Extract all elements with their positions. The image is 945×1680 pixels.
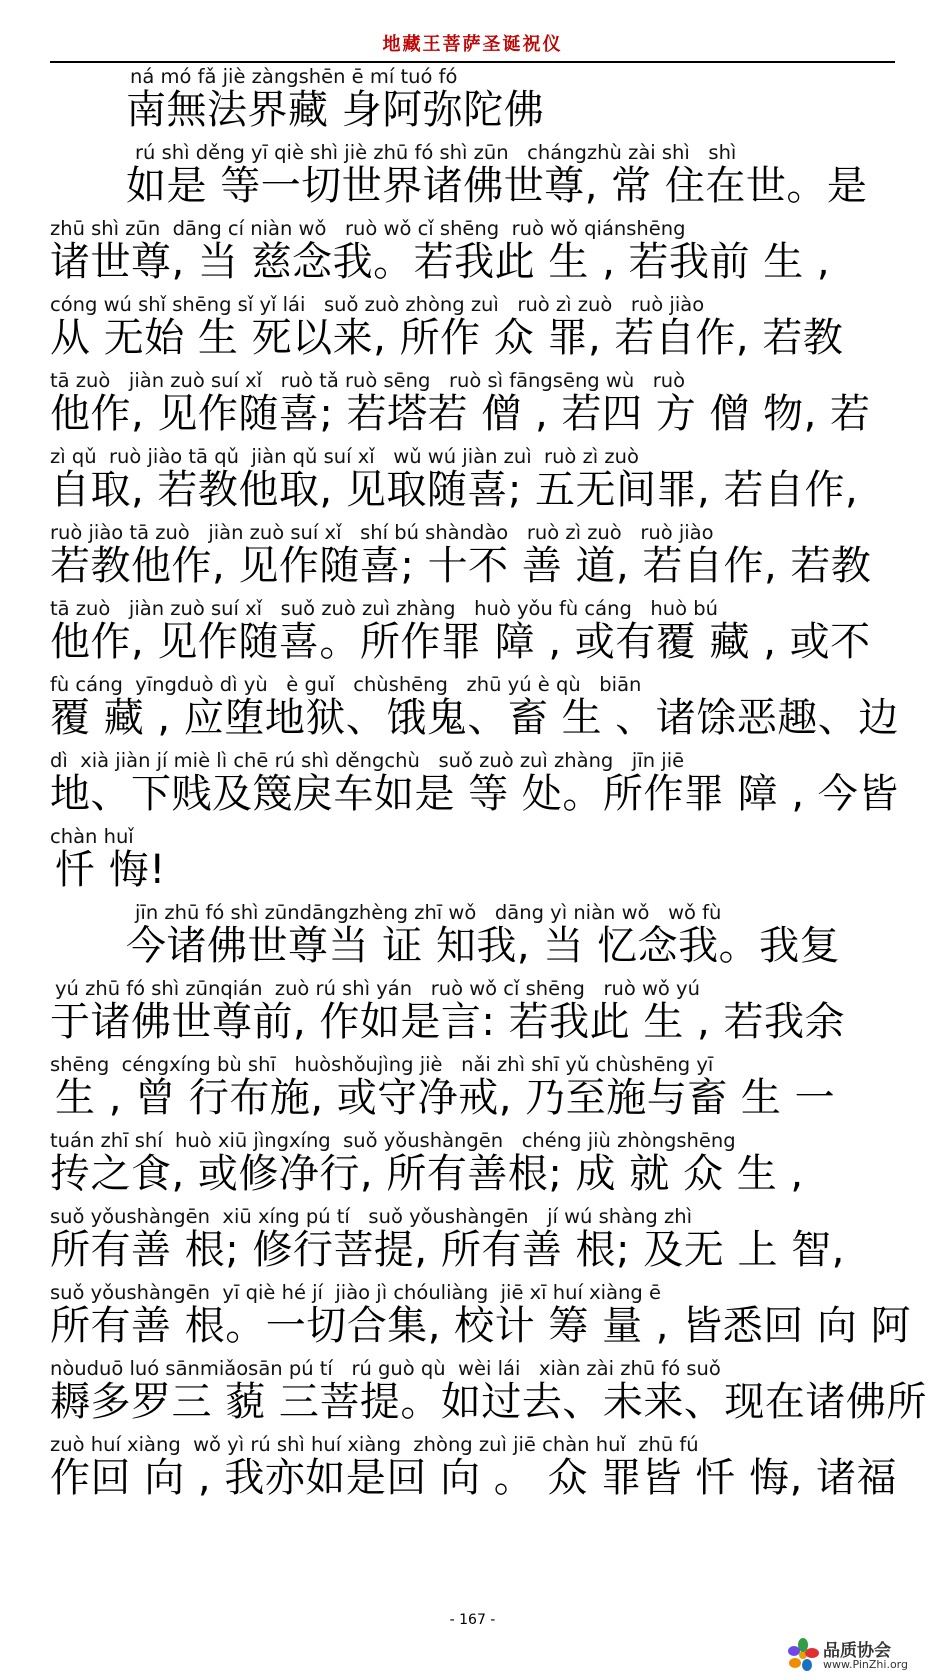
- hanzi-line: 从 无始 生 死以来, 所作 众 罪, 若自作, 若教: [50, 315, 844, 361]
- hanzi-line: 他作, 见作随喜。所作罪 障 , 或有覆 藏 , 或不: [50, 619, 871, 665]
- pinyin-line: suǒ yǒushàngēn yī qiè hé jí jiào jì chóuliàng jiē xī huí xiàng ē: [50, 1281, 661, 1304]
- hanzi-line: 地、下贱及篾戾车如是 等 处。所作罪 障 , 今皆: [50, 771, 899, 817]
- site-logo: [785, 1636, 935, 1674]
- pinyin-line: shēng céngxíng bù shī huòshǒujìng jiè nǎi zhì shī yǔ chùshēng yī: [50, 1053, 714, 1076]
- pinyin-line: nòuduō luó sānmiǎosān pú tí rú guò qù wèi lái xiàn zài zhū fó suǒ: [50, 1357, 721, 1380]
- hanzi-line: 所有善 根。一切合集, 校计 筹 量 , 皆悉回 向 阿: [50, 1303, 912, 1349]
- pinyin-line: zì qǔ ruò jiào tā qǔ jiàn qǔ suí xǐ wǔ wú jiàn zuì ruò zì zuò: [50, 445, 639, 468]
- pinyin-line: tā zuò jiàn zuò suí xǐ suǒ zuò zuì zhàng huò yǒu fù cáng huò bú: [50, 597, 719, 620]
- pinyin-line: zuò huí xiàng wǒ yì rú shì huí xiàng zhòng zuì jiē chàn huǐ zhū fú: [50, 1433, 699, 1456]
- hanzi-line: 他作, 见作随喜; 若塔若 僧 , 若四 方 僧 物, 若: [50, 391, 871, 437]
- pinyin-line: suǒ yǒushàngēn xiū xíng pú tí suǒ yǒushàngēn jí wú shàng zhì: [50, 1205, 693, 1228]
- header-title: 地藏王菩萨圣诞祝仪: [382, 34, 563, 55]
- pinyin-line: tuán zhī shí huò xiū jìngxíng suǒ yǒushàngēn chéng jiù zhòngshēng: [50, 1129, 736, 1152]
- hanzi-line: 今诸佛世尊当 证 知我, 当 忆念我。我复: [126, 923, 841, 969]
- hanzi-line: 抟之食, 或修净行, 所有善根; 成 就 众 生 ,: [50, 1151, 804, 1197]
- pinyin-line: dì xià jiàn jí miè lì chē rú shì děngchù suǒ zuò zuì zhàng jīn jiē: [50, 749, 685, 772]
- hanzi-line: 忏 悔!: [55, 847, 166, 893]
- pinyin-line: zhū shì zūn dāng cí niàn wǒ ruò wǒ cǐ shēng ruò wǒ qiánshēng: [50, 217, 686, 240]
- pinyin-line: yú zhū fó shì zūnqián zuò rú shì yán ruò wǒ cǐ shēng ruò wǒ yú: [55, 977, 700, 1000]
- pinyin-line: cóng wú shǐ shēng sǐ yǐ lái suǒ zuò zhòng zuì ruò zì zuò ruò jiào: [50, 293, 705, 316]
- pinyin-line: rú shì děng yī qiè shì jiè zhū fó shì zūn chángzhù zài shì shì: [135, 141, 737, 164]
- logo-title: 品质协会: [823, 1641, 891, 1661]
- page-number: - 167 -: [449, 1612, 496, 1628]
- hanzi-line: 如是 等一切世界诸佛世尊, 常 住在世。是: [126, 163, 868, 209]
- pinyin-line: ruò jiào tā zuò jiàn zuò suí xǐ shí bú shàndào ruò zì zuò ruò jiào: [50, 521, 714, 544]
- pinyin-line: ná mó fǎ jiè zàngshēn ē mí tuó fó: [130, 65, 458, 88]
- hanzi-line: 作回 向 , 我亦如是回 向 。 众 罪皆 忏 悔, 诸福: [50, 1455, 898, 1501]
- hanzi-line: 若教他作, 见作随喜; 十不 善 道, 若自作, 若教: [50, 543, 872, 589]
- hanzi-line: 南無法界藏 身阿弥陀佛: [126, 87, 545, 133]
- hanzi-line: 诸世尊, 当 慈念我。若我此 生 , 若我前 生 ,: [50, 239, 831, 285]
- logo-url: www.PinZhi.org: [823, 1658, 908, 1671]
- hanzi-line: 所有善 根; 修行菩提, 所有善 根; 及无 上 智,: [50, 1227, 845, 1273]
- pinyin-line: tā zuò jiàn zuò suí xǐ ruò tǎ ruò sēng ruò sì fāngsēng wù ruò: [50, 369, 686, 392]
- hanzi-line: 于诸佛世尊前, 作如是言: 若我此 生 , 若我余: [50, 999, 845, 1045]
- flower-logo-icon: [785, 1638, 821, 1672]
- hanzi-line: 生 , 曾 行布施, 或守净戒, 乃至施与畜 生 一: [55, 1075, 836, 1121]
- pinyin-line: jīn zhū fó shì zūndāngzhèng zhī wǒ dāng yì niàn wǒ wǒ fù: [135, 901, 722, 924]
- pinyin-line: fù cáng yīngduò dì yù è guǐ chùshēng zhū yú è qù biān: [50, 673, 642, 696]
- hanzi-line: 耨多罗三 藐 三菩提。如过去、未来、现在诸佛所: [50, 1379, 927, 1425]
- hanzi-line: 覆 藏 , 应堕地狱、饿鬼、畜 生 、诸馀恶趣、边: [50, 695, 899, 741]
- hanzi-line: 自取, 若教他取, 见取随喜; 五无间罪, 若自作,: [50, 467, 859, 513]
- pinyin-line: chàn huǐ: [50, 825, 134, 848]
